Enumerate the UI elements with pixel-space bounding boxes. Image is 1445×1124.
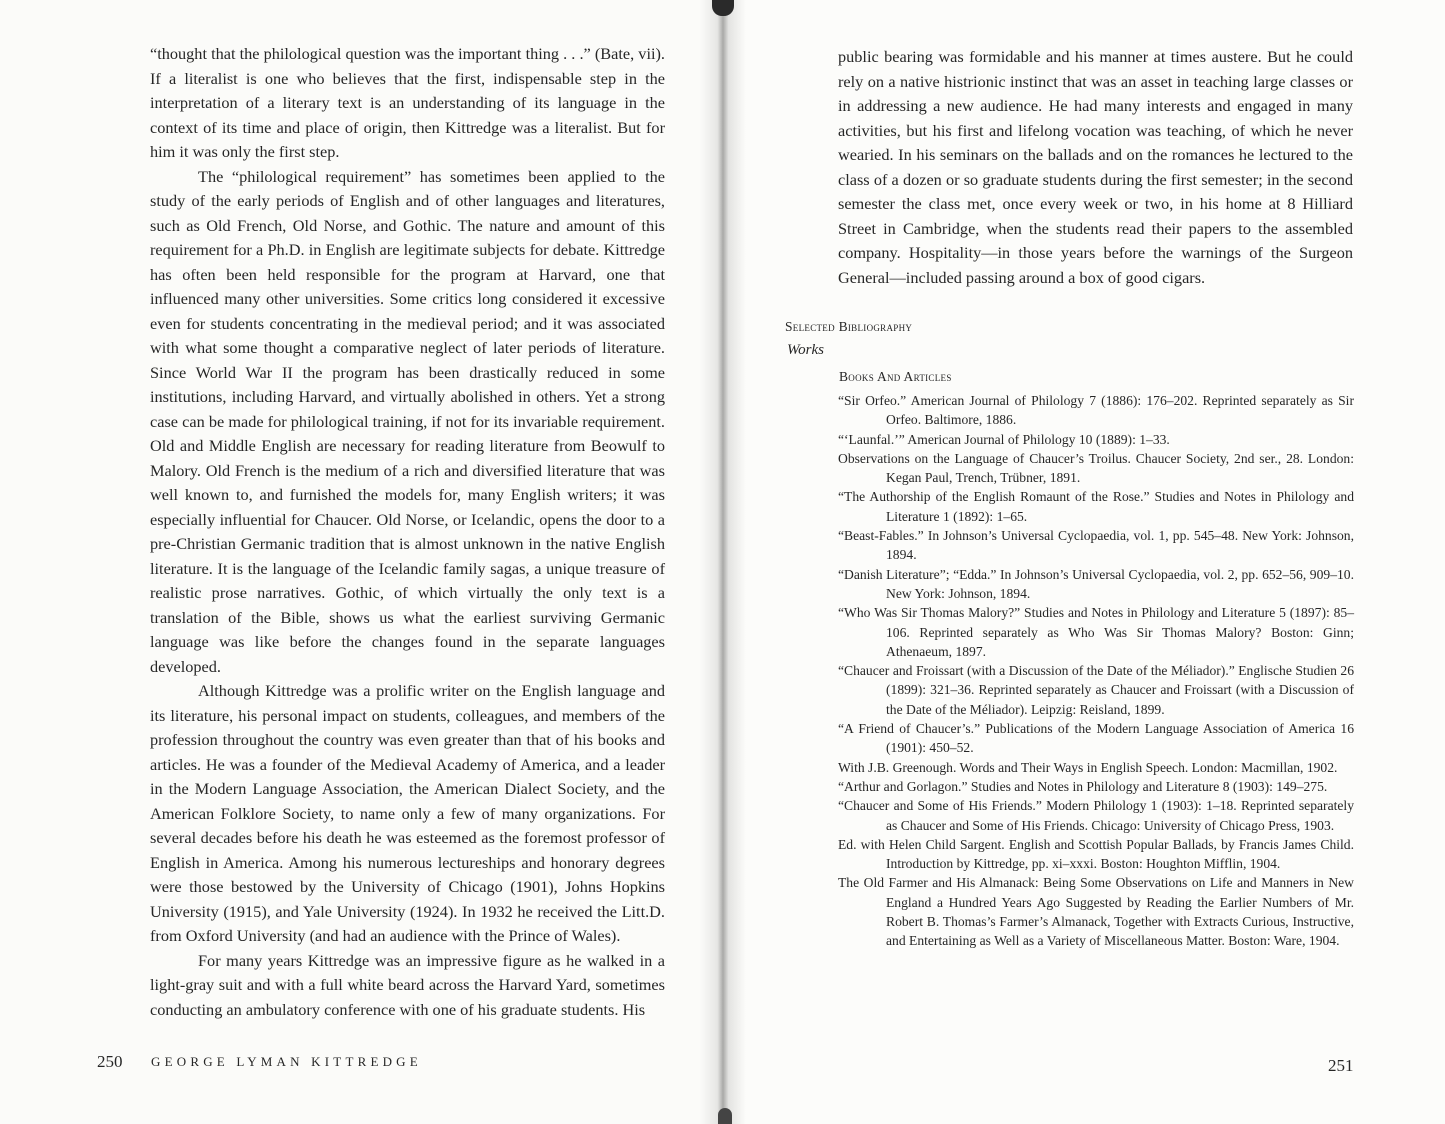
right-paragraph-1: public bearing was formidable and his manner at times austere. But he could rely on a native histrionic instinct that was an asset in teaching large classes or in addressing a new audience. He had many interests and engaged in many activities, but his first and lifelong vocation was teaching, of which he never wearied. In his seminars on the ballads and on the romances he lectured to the class of a dozen or so graduate students during the first semester; in the second semester the class met, once every week or two, in his home at 8 Hilliard Street in Cambridge, when the students read their papers to the assembled company. Hospitality—in those years before the warnings of the Surgeon General—included passing around a box of good cigars. [838, 47, 1353, 287]
left-page-body [150, 42, 665, 1022]
books-articles-heading: Books And Articles [839, 369, 952, 384]
bibliography-entry: “Sir Orfeo.” American Journal of Philology 7 (1886): 176–202. Reprinted separately as Sir Orfeo. Baltimore, 1886. [838, 393, 1354, 428]
bibliography-entry: The Old Farmer and His Almanack: Being Some Observations on Life and Manners in New England a Hundred Years Ago Suggested by Reading the Earlier Numbers of Mr. Robert B. Thomas’s Farmer’s Almanack, Together with Extracts Curious, Instructive, and Entertaining as Well as a Variety of Miscellaneous Matter. Boston: Ware, 1904. [838, 875, 1354, 949]
left-paragraph-3: Although Kittredge was a prolific writer on the English language and its literature, his personal impact on students, colleagues, and members of the profession throughout the country was even greater than that of his books and articles. He was a founder of the Medieval Academy of America, and a leader in the Modern Language Association, the American Dialect Society, and the American Folklore Society, to name only a few of many organizations. For several decades before his death he was esteemed as the foremost professor of English in America. Among his numerous lectureships and honorary degrees were those bestowed by the University of Chicago (1901), Johns Hopkins University (1915), and Yale University (1924). In 1932 he received the Litt.D. from Oxford University (and had an audience with the Prince of Wales). [150, 681, 665, 945]
left-page-footer [97, 1052, 657, 1076]
bibliography-entry: “The Authorship of the English Romaunt of the Rose.” Studies and Notes in Philology and Literature 1 (1892): 1–65. [838, 489, 1354, 524]
gutter-shadow-bottom [718, 1108, 732, 1124]
bibliography-entry: “A Friend of Chaucer’s.” Publications of the Modern Language Association of America 16 (1901): 450–52. [838, 721, 1354, 756]
left-page [0, 0, 722, 1124]
book-gutter [700, 0, 746, 1124]
bibliography-entry: “Chaucer and Froissart (with a Discussion of the Date of the Méliador).” Englische Studien 26 (1899): 321–36. Reprinted separately as Chaucer and Froissart (with a Discussion of the Date of the Méliador). Leipzig: Reisland, 1899. [838, 663, 1354, 717]
page-number-left: 250 [97, 1052, 123, 1071]
left-paragraph-2: The “philological requirement” has sometimes been applied to the study of the early periods of English and of other languages and literatures, such as Old French, Old Norse, and Gothic. The nature and amount of this requirement for a Ph.D. in English are legitimate subjects for debate. Kittredge has often been held responsible for the program at Harvard, one that influenced many other universities. Some critics long considered it excessive even for students concentrating in the medieval period; and it was associated with what some thought a comparative neglect of later periods of literature. Since World War II the program has been drastically reduced in some institutions, including Harvard, and virtually abolished in others. Yet a strong case can be made for philological training, if not for its invariable requirement. Old and Middle English are necessary for reading literature from Beowulf to Malory. Old French is the medium of a rich and diversified literature that was well known to, and furnished the models for, many English writers; it was especially influential for Chaucer. Old Norse, or Icelandic, opens the door to a pre-Christian Germanic tradition that is almost unknown in the native English literature. It is the language of the Icelandic family sagas, a unique treasure of realistic prose narratives. Gothic, of which virtually the only text is a translation of the Bible, shows us what the earliest surviving Germanic language was like before the changes found in the separate languages developed. [150, 166, 665, 676]
right-page-body [838, 45, 1353, 290]
bibliography-entry: “Chaucer and Some of His Friends.” Modern Philology 1 (1903): 1–18. Reprinted separately as Chaucer and Some of His Friends. Chicago: University of Chicago Press, 1903. [838, 798, 1354, 833]
bibliography-entry: “Danish Literature”; “Edda.” In Johnson’s Universal Cyclopaedia, vol. 2, pp. 652–56, 909–10. New York: Johnson, 1894. [838, 566, 1354, 601]
left-paragraph-4: For many years Kittredge was an impressive figure as he walked in a light-gray suit and with a full white beard across the Harvard Yard, sometimes conducting an ambulatory conference with one of his graduate students. His [150, 950, 665, 1019]
page-number-right: 251 [1328, 1056, 1354, 1075]
bibliography-entry: “Who Was Sir Thomas Malory?” Studies and Notes in Philology and Literature 5 (1897): 85–106. Reprinted separately as Who Was Sir Thomas Malory? Boston: Ginn; Athenaeum, 1897. [838, 605, 1354, 659]
left-paragraph-1: “thought that the philological question was the important thing . . .” (Bate, vii). If a literalist is one who believes that the first, indispensable step in the interpretation of a literary text is an understanding of its language in the context of its time and place of origin, then Kittredge was a literalist. But for him it was only the first step. [150, 44, 665, 161]
works-heading: Works [787, 342, 824, 358]
running-head: GEORGE LYMAN KITTREDGE [151, 1054, 422, 1069]
bibliography-entry: Ed. with Helen Child Sargent. English and Scottish Popular Ballads, by Francis James Child. Introduction by Kittredge, pp. xi–xxxi. Boston: Houghton Mifflin, 1904. [838, 836, 1354, 872]
bibliography-list [838, 391, 1354, 951]
bibliography-entry: “Beast-Fables.” In Johnson’s Universal Cyclopaedia, vol. 1, pp. 545–48. New York: Johnson, 1894. [838, 528, 1354, 563]
bibliography-heading: Selected Bibliography [785, 319, 913, 334]
bibliography-entry: Observations on the Language of Chaucer’s Troilus. Chaucer Society, 2nd ser., 28. London: Kegan Paul, Trench, Trübner, 1891. [838, 450, 1354, 486]
bibliography-entry: “Arthur and Gorlagon.” Studies and Notes in Philology and Literature 8 (1903): 149–275. [838, 778, 1328, 794]
bibliography-entry: With J.B. Greenough. Words and Their Ways in English Speech. London: Macmillan, 1902. [838, 759, 1338, 775]
bibliography-entry: “‘Launfal.’” American Journal of Philology 10 (1889): 1–33. [838, 431, 1170, 447]
